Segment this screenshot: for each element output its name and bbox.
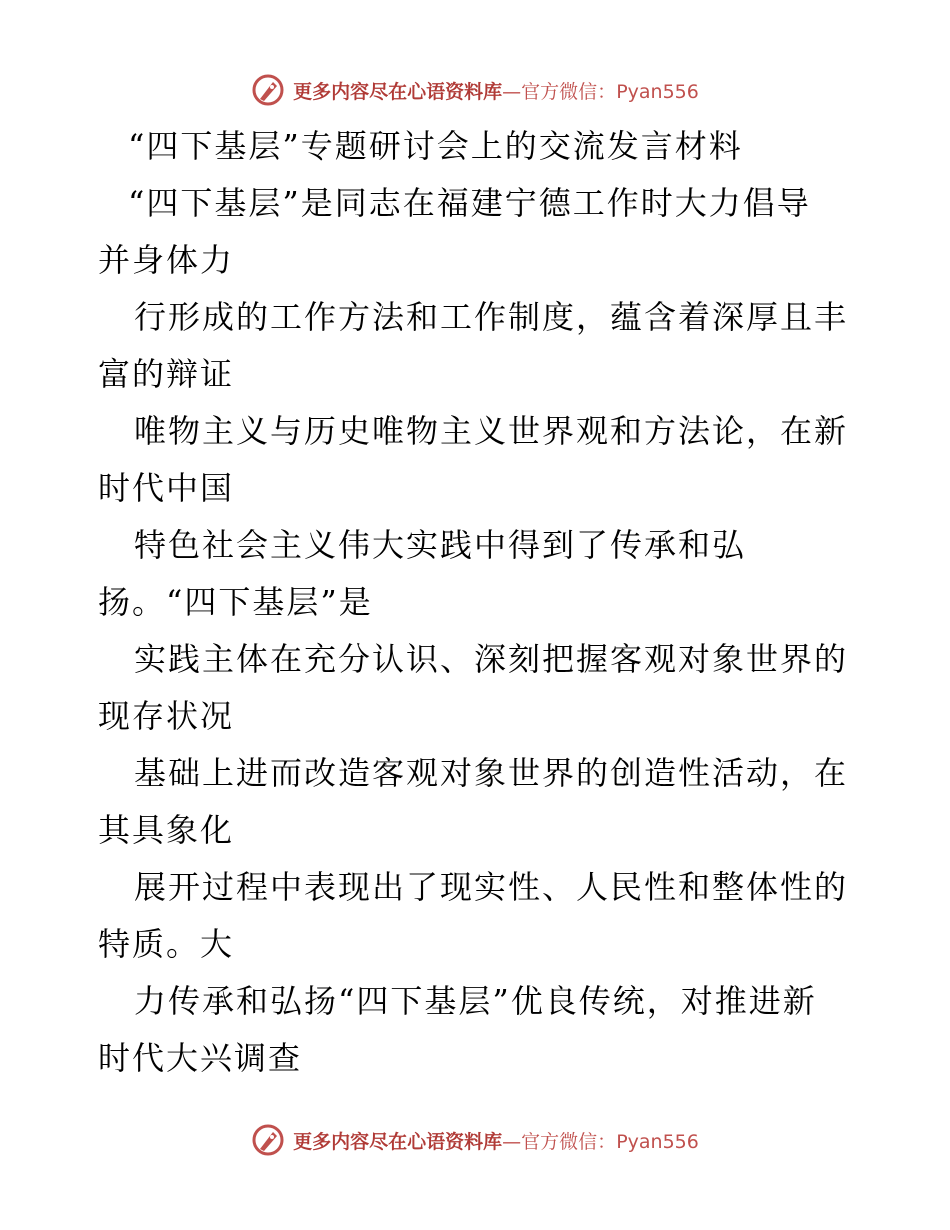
pen-nib-logo-icon xyxy=(251,1123,285,1157)
header-wechat-id: Pyan556 xyxy=(616,80,699,103)
footer-wechat-id: Pyan556 xyxy=(616,1130,699,1153)
footer-banner-text xyxy=(293,1127,699,1154)
document-line: 时代中国 xyxy=(98,469,235,507)
document-line: 富的辩证 xyxy=(98,355,235,393)
document-line: 基础上进而改造客观对象世界的创造性活动，在 xyxy=(134,754,849,792)
header-dash: — xyxy=(502,80,522,103)
document-line: 时代大兴调查 xyxy=(98,1039,303,1077)
footer-site-text: 更多内容尽在心语资料库 xyxy=(293,1130,503,1153)
document-line: 特质。大 xyxy=(98,925,235,963)
document-line: 并身体力 xyxy=(98,241,235,279)
document-line: “四下基层”是同志在福建宁德工作时大力倡导 xyxy=(128,184,811,222)
document-line: 现存状况 xyxy=(98,697,235,735)
pen-nib-logo-icon xyxy=(251,73,285,107)
header-banner xyxy=(0,70,950,110)
footer-banner xyxy=(0,1120,950,1160)
document-line: 实践主体在充分认识、深刻把握客观对象世界的 xyxy=(134,640,849,678)
document-line: 唯物主义与历史唯物主义世界观和方法论，在新 xyxy=(134,412,849,450)
header-wechat-label: 官方微信： xyxy=(521,80,617,103)
document-line: 力传承和弘扬“四下基层”优良传统，对推进新 xyxy=(134,982,817,1020)
document-body xyxy=(98,118,858,1087)
document-line: 其具象化 xyxy=(98,811,235,849)
header-banner-text xyxy=(293,77,699,104)
footer-dash: — xyxy=(502,1130,522,1153)
document-line: 特色社会主义伟大实践中得到了传承和弘 xyxy=(134,526,747,564)
header-site-text: 更多内容尽在心语资料库 xyxy=(293,80,503,103)
footer-wechat-label: 官方微信： xyxy=(521,1130,617,1153)
document-line: 扬。“四下基层”是 xyxy=(98,583,373,621)
document-line: 行形成的工作方法和工作制度，蕴含着深厚且丰 xyxy=(134,298,849,336)
document-title: “四下基层”专题研讨会上的交流发言材料 xyxy=(128,127,743,165)
document-line: 展开过程中表现出了现实性、人民性和整体性的 xyxy=(134,868,849,906)
